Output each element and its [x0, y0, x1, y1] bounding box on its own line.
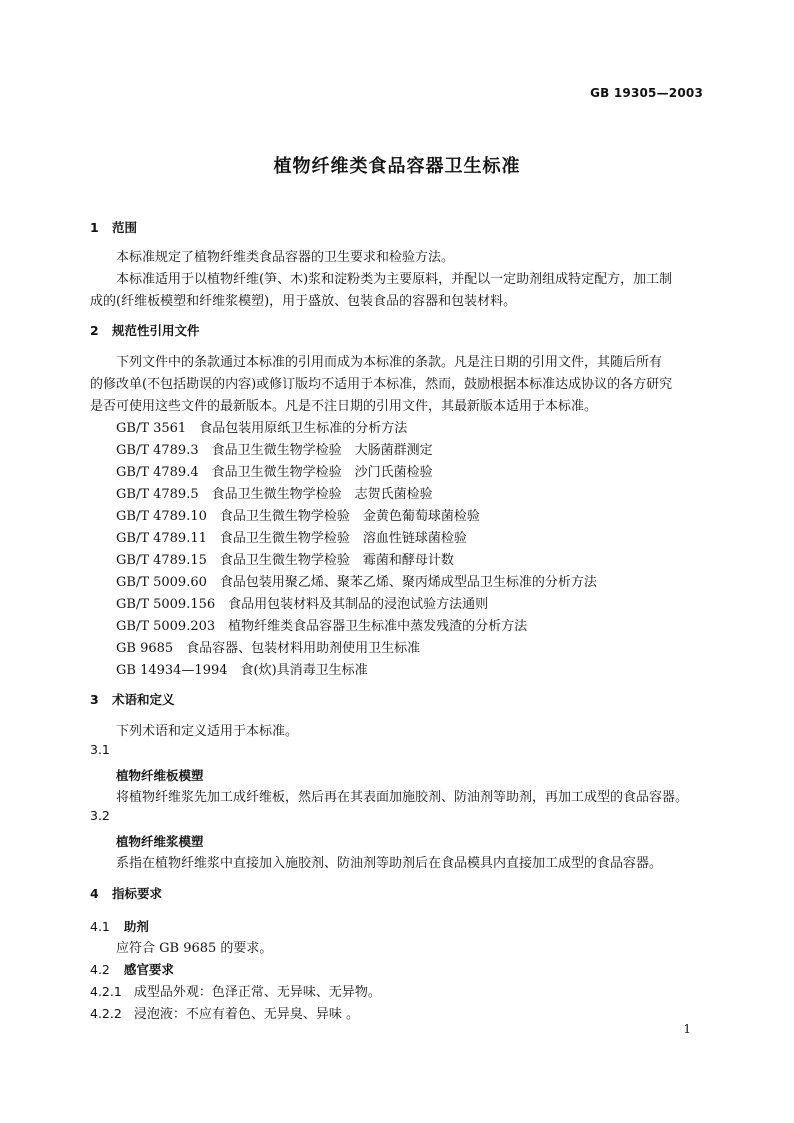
term-definition: 系指在植物纤维浆中直接加入施胶剂、防油剂等助剂后在食品模具内直接加工成型的食品容器。 [116, 856, 663, 871]
section-title: 规范性引用文件 [112, 323, 200, 338]
scope-paragraph-2-line-1: 本标准适用于以植物纤维(笋、木)浆和淀粉类为主要原料，并配以一定助剂组成特定配方，加工制 [116, 272, 673, 287]
clause-number: 4.2.1 [90, 984, 122, 999]
subsection-number: 4.1 [90, 919, 110, 934]
reference-item: GB/T 4789.4 食品卫生微生物学检验 沙门氏菌检验 [116, 465, 433, 480]
reference-item: GB 9685 食品容器、包装材料用助剂使用卫生标准 [116, 641, 421, 656]
term-name [116, 766, 204, 784]
clause-4-2-1 [90, 981, 381, 1000]
subsection-4-2 [90, 960, 174, 978]
subsection-4-1 [90, 917, 149, 935]
clause-text: 成型品外观：色泽正常、无异味、无异物。 [133, 985, 381, 1000]
section-title: 范围 [112, 220, 138, 235]
reference-item: GB/T 4789.10 食品卫生微生物学检验 金黄色葡萄球菌检验 [116, 509, 480, 524]
reference-item: GB/T 4789.15 食品卫生微生物学检验 霉菌和酵母计数 [116, 553, 454, 568]
terms-intro: 下列术语和定义适用于本标准。 [116, 724, 299, 739]
subsection-text: 应符合 GB 9685 的要求。 [116, 941, 273, 956]
reference-item: GB/T 4789.3 食品卫生微生物学检验 大肠菌群测定 [116, 443, 433, 458]
term-name-text: 植物纤维浆模塑 [116, 834, 204, 849]
section-number: 4 [90, 886, 99, 901]
term-name-text: 植物纤维板模塑 [116, 768, 204, 783]
clause-number: 4.2.2 [90, 1006, 122, 1021]
term-name [116, 832, 204, 850]
term-number-3-1: 3.1 [90, 742, 110, 757]
subsection-title: 感官要求 [123, 962, 174, 977]
scope-paragraph-1: 本标准规定了植物纤维类食品容器的卫生要求和检验方法。 [116, 250, 455, 265]
subsection-title: 助剂 [123, 919, 149, 934]
section-heading-3 [90, 690, 175, 708]
document-title: 植物纤维类食品容器卫生标准 [273, 156, 521, 177]
normative-intro-line-1: 下列文件中的条款通过本标准的引用而成为本标准的条款。凡是注日期的引用文件，其随后所有 [116, 355, 663, 370]
section-heading-2 [90, 321, 200, 339]
normative-intro-line-2: 的修改单(不包括勘误的内容)或修订版均不适用于本标准，然而，鼓励根据本标准达成协议的各方研究 [90, 377, 673, 392]
reference-item: GB 14934—1994 食(炊)具消毒卫生标准 [116, 663, 368, 678]
page-number: 1 [683, 1022, 691, 1036]
section-title: 术语和定义 [112, 692, 175, 707]
reference-item: GB/T 3561 食品包装用原纸卫生标准的分析方法 [116, 421, 408, 436]
clause-4-2-2 [90, 1003, 359, 1022]
reference-item: GB/T 5009.60 食品包装用聚乙烯、聚苯乙烯、聚丙烯成型品卫生标准的分析方法 [116, 575, 597, 590]
normative-intro-line-3: 是否可使用这些文件的最新版本。凡是不注日期的引用文件，其最新版本适用于本标准。 [90, 399, 598, 414]
term-number-3-2: 3.2 [90, 808, 110, 823]
section-title: 指标要求 [112, 886, 163, 901]
section-heading-1 [90, 218, 137, 236]
scope-paragraph-2-line-2: 成的(纤维板模塑和纤维浆模塑)，用于盛放、包装食品的容器和包装材料。 [90, 294, 517, 309]
reference-item: GB/T 5009.156 食品用包装材料及其制品的浸泡试验方法通则 [116, 597, 489, 612]
reference-item: GB/T 5009.203 植物纤维类食品容器卫生标准中蒸发残渣的分析方法 [116, 619, 528, 634]
section-number: 2 [90, 323, 99, 338]
clause-text: 浸泡液：不应有着色、无异臭、异味 。 [133, 1007, 359, 1022]
section-number: 3 [90, 692, 99, 707]
reference-item: GB/T 4789.11 食品卫生微生物学检验 溶血性链球菌检验 [116, 531, 467, 546]
subsection-number: 4.2 [90, 962, 110, 977]
section-number: 1 [90, 220, 99, 235]
standard-number: GB 19305—2003 [590, 86, 703, 100]
reference-item: GB/T 4789.5 食品卫生微生物学检验 志贺氏菌检验 [116, 487, 433, 502]
term-definition: 将植物纤维浆先加工成纤维板，然后再在其表面加施胶剂、防油剂等助剂，再加工成型的食品容器。 [116, 790, 689, 805]
section-heading-4 [90, 884, 162, 902]
